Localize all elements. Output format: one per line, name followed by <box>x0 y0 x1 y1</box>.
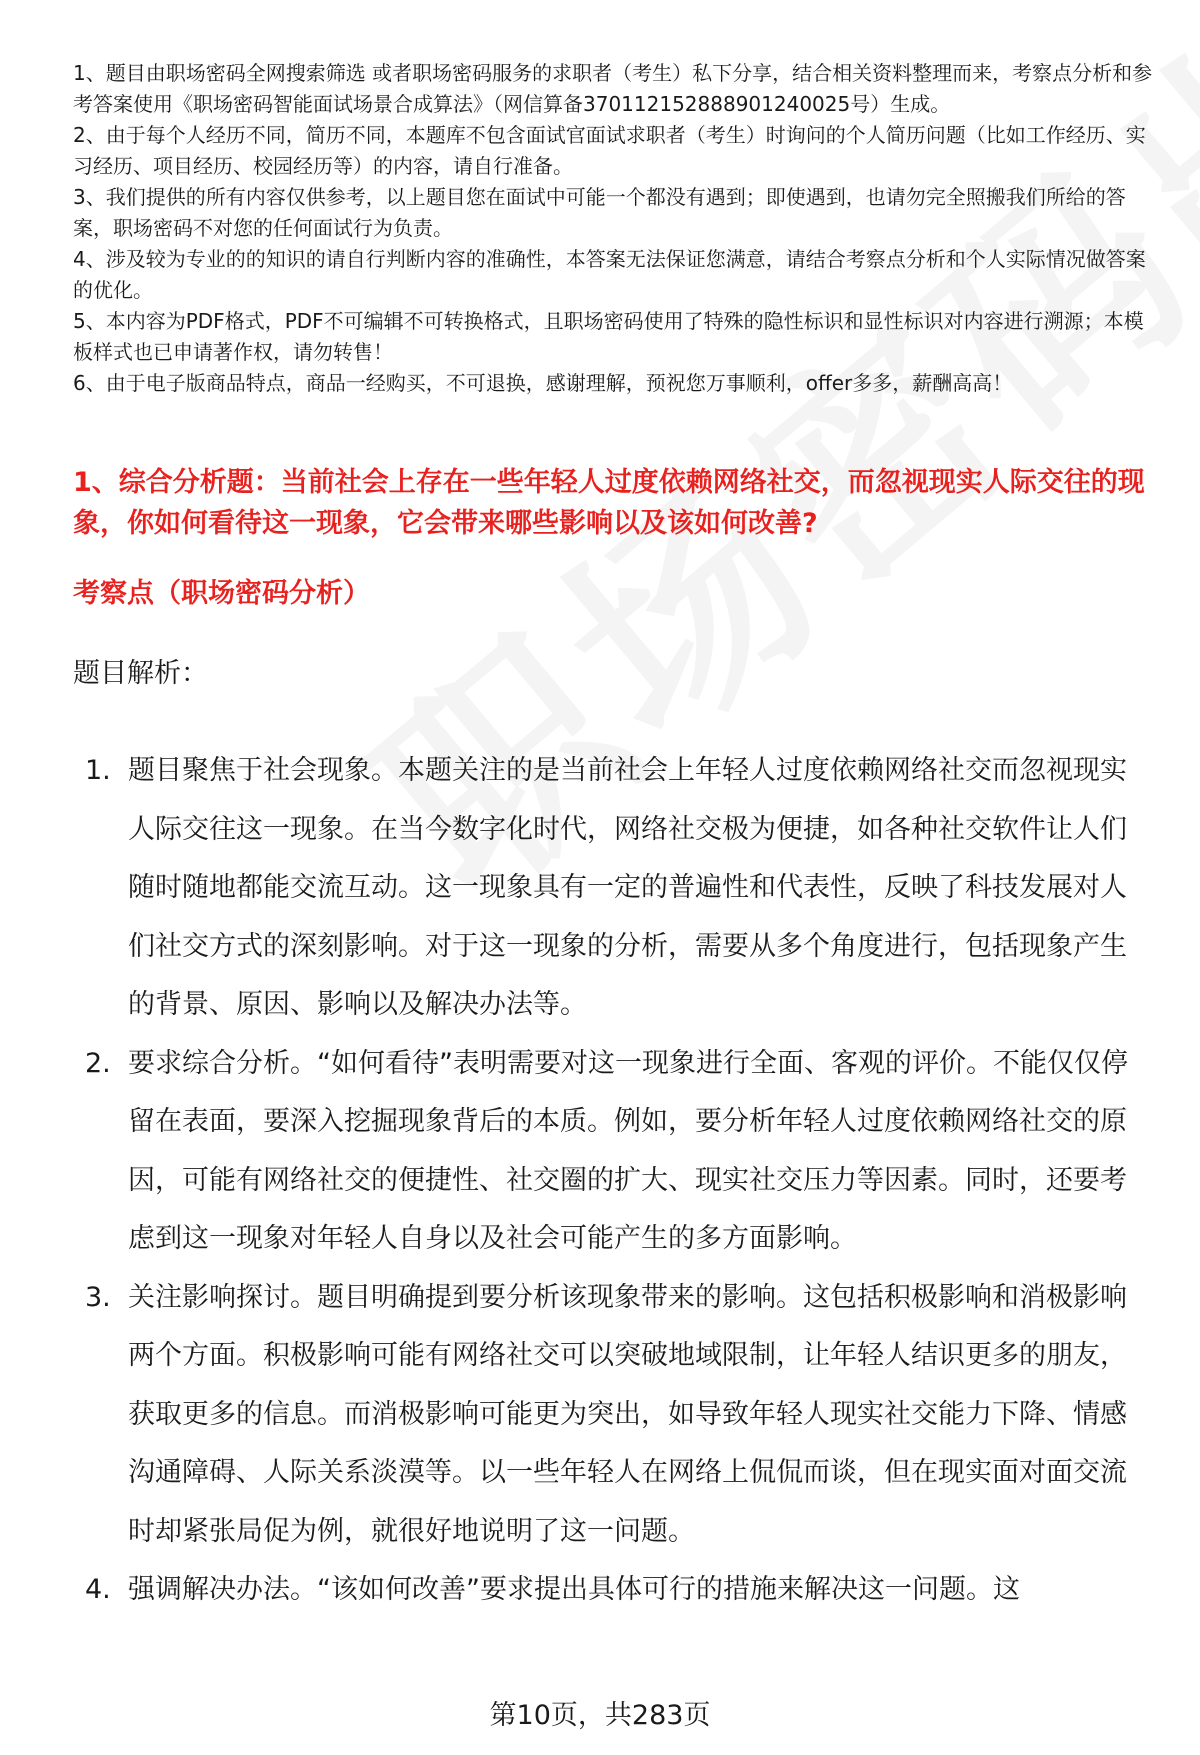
page-number: 第10页，共283页 <box>489 1700 711 1731</box>
list-item-number: 4. <box>85 1574 111 1605</box>
list-item-text: 关注影响探讨。题目明确提到要分析该现象带来的影响。这包括积极影响和消极影响两个方面。积极影响可能有网络社交可以突破地域限制，让年轻人结识更多的朋友，获取更多的信息。而消极影响可能更为突出，如导致年轻人现实社交能力下降、情感沟通障碍、人际关系淡漠等。以一些年轻人在网络上侃侃而谈，但在现实面对面交流时却紧张局促为例，就很好地说明了这一问题。 <box>128 1281 1127 1547</box>
list-item <box>73 1035 1148 1269</box>
list-item-number: 2. <box>85 1047 111 1079</box>
notice-item-1: 1、题目由职场密码全网搜索筛选 或者职场密码服务的求职者（考生）私下分享，结合相关资料整理而来，考察点分析和参考答案使用《职场密码智能面试场景合成算法》（网信算备370112152888901240025号）生成。 <box>73 61 1153 116</box>
list-item <box>73 742 1148 1035</box>
notice-item-4: 4、涉及较为专业的的知识的请自行判断内容的准确性，本答案无法保证您满意，请结合考察点分析和个人实际情况做答案的优化。 <box>73 247 1146 302</box>
analysis-list <box>73 742 1148 1620</box>
list-item-number: 3. <box>85 1281 111 1313</box>
list-item-number: 1. <box>85 755 111 786</box>
notice-item-5: 5、本内容为PDF格式，PDF不可编辑不可转换格式，且职场密码使用了特殊的隐性标识和显性标识对内容进行溯源；本模板样式也已申请著作权，请勿转售！ <box>73 309 1144 364</box>
notice-item-2: 2、由于每个人经历不同，简历不同，本题库不包含面试官面试求职者（考生）时询问的个人简历问题（比如工作经历、实习经历、项目经历、校园经历等）的内容，请自行准备。 <box>73 123 1146 178</box>
section-title: 考察点（职场密码分析） <box>73 578 370 609</box>
list-item-text: 题目聚焦于社会现象。本题关注的是当前社会上年轻人过度依赖网络社交而忽视现实人际交往这一现象。在当今数字化时代，网络社交极为便捷，如各种社交软件让人们随时随地都能交流互动。这一现象具有一定的普遍性和代表性，反映了科技发展对人们社交方式的深刻影响。对于这一现象的分析，需要从多个角度进行，包括现象产生的背景、原因、影响以及解决办法等。 <box>128 755 1127 1020</box>
disclaimer-notice <box>73 58 1158 399</box>
list-item <box>73 1269 1148 1562</box>
notice-item-6: 6、由于电子版商品特点，商品一经购买，不可退换，感谢理解，预祝您万事顺利，offer多多，薪酬高高！ <box>73 371 1013 395</box>
list-item <box>73 1561 1148 1620</box>
question-title: 1、综合分析题：当前社会上存在一些年轻人过度依赖网络社交，而忽视现实人际交往的现象，你如何看待这一现象，它会带来哪些影响以及该如何改善? <box>73 467 1145 539</box>
list-item-text: 要求综合分析。“如何看待”表明需要对这一现象进行全面、客观的评价。不能仅仅停留在表面，要深入挖掘现象背后的本质。例如，要分析年轻人过度依赖网络社交的原因，可能有网络社交的便捷性、社交圈的扩大、现实社交压力等因素。同时，还要考虑到这一现象对年轻人自身以及社会可能产生的多方面影响。 <box>128 1047 1128 1254</box>
list-item-text: 强调解决办法。“该如何改善”要求提出具体可行的措施来解决这一问题。这 <box>128 1574 1020 1605</box>
notice-item-3: 3、我们提供的所有内容仅供参考，以上题目您在面试中可能一个都没有遇到；即使遇到，也请勿完全照搬我们所给的答案，职场密码不对您的任何面试行为负责。 <box>73 185 1126 240</box>
analysis-heading: 题目解析： <box>73 658 208 689</box>
